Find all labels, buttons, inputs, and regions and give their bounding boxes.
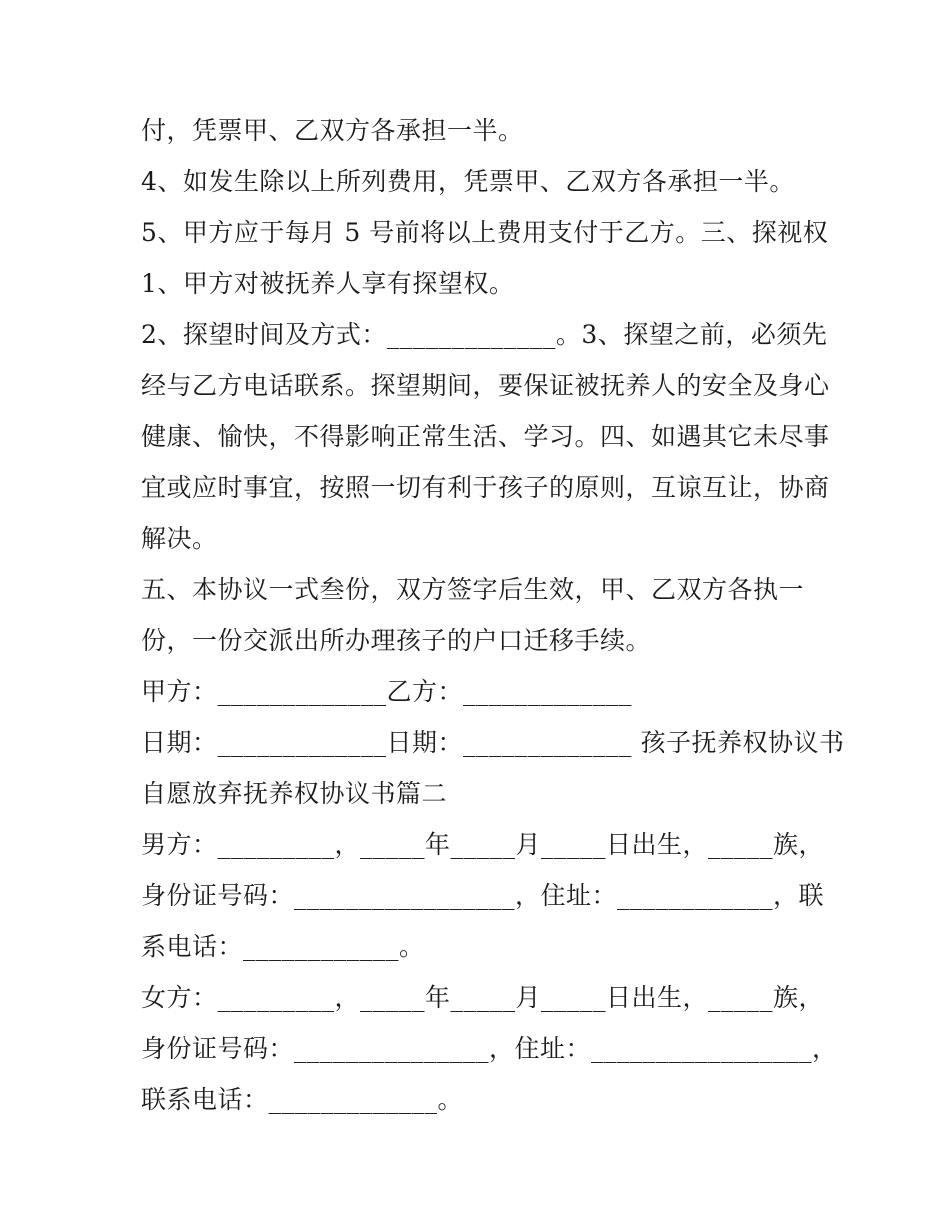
- section-heading: 自愿放弃抚养权协议书篇二: [141, 779, 448, 808]
- text-line: 身份证号码：_______________，住址：_________________，: [141, 1034, 838, 1063]
- text-line: 五、本协议一式叁份，双方签字后生效，甲、乙双方各执一: [141, 575, 805, 604]
- text-line: 经与乙方电话联系。探望期间，要保证被抚养人的安全及身心: [141, 371, 830, 400]
- text-line: 5、甲方应于每月 5 号前将以上费用支付于乙方。三、探视权: [141, 218, 829, 247]
- text-line: 解决。: [141, 524, 218, 553]
- male-party-line: 男方：_________，_____年_____月_____日出生，_____族，: [141, 830, 825, 859]
- text-line: 健康、愉快，不得影响正常生活、学习。四、如遇其它未尽事: [141, 422, 830, 451]
- text-line: 1、甲方对被抚养人享有探望权。: [141, 269, 515, 298]
- text-line: 4、如发生除以上所列费用，凭票甲、乙双方各承担一半。: [141, 167, 795, 196]
- text-line: 份，一份交派出所办理孩子的户口迁移手续。: [141, 626, 652, 655]
- signature-line-dates: 日期：_____________日期：_____________ 孩子抚养权协议书: [141, 728, 845, 757]
- female-party-line: 女方：_________，_____年_____月_____日出生，_____族，: [141, 983, 825, 1012]
- text-line: 2、探望时间及方式：_____________。3、探望之前，必须先: [141, 320, 828, 349]
- signature-line-parties: 甲方：_____________乙方：_____________: [141, 677, 633, 706]
- document-body: [141, 105, 845, 1125]
- text-line: 付，凭票甲、乙双方各承担一半。: [141, 116, 524, 145]
- text-line: 身份证号码：_________________，住址：____________，联: [141, 881, 825, 910]
- text-line: 宜或应时事宜，按照一切有利于孩子的原则，互谅互让，协商: [141, 473, 830, 502]
- text-line: 联系电话：_____________。: [141, 1085, 464, 1114]
- text-line: 系电话：____________。: [141, 932, 425, 961]
